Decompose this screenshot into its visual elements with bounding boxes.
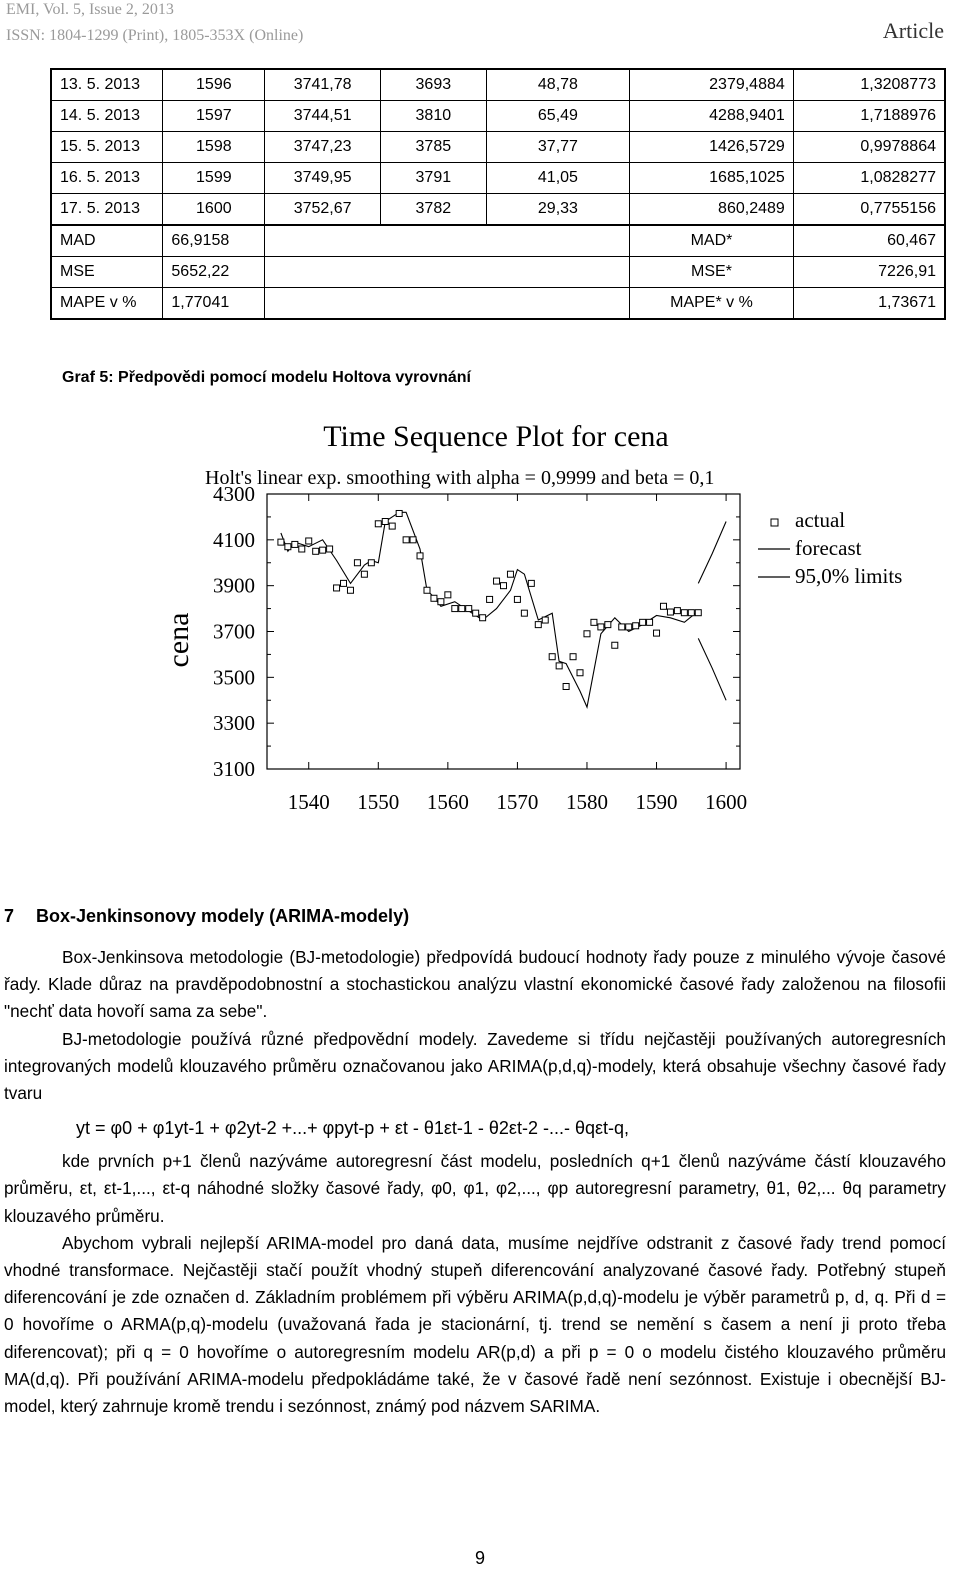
actual-point [612, 642, 618, 648]
actual-point [480, 615, 486, 621]
actual-point [354, 560, 360, 566]
actual-point [285, 544, 291, 550]
summary-cell: 66,9158 [163, 225, 265, 257]
legend-entry: actual [795, 508, 846, 532]
actual-point [292, 541, 298, 547]
actual-point [299, 546, 305, 552]
legend-entry: 95,0% limits [795, 564, 903, 588]
table-cell: 3785 [380, 132, 486, 163]
x-tick-label: 1600 [705, 790, 748, 814]
actual-point [361, 571, 367, 577]
actual-point [514, 596, 520, 602]
actual-point [487, 596, 493, 602]
actual-point [403, 537, 409, 543]
arima-formula: yt = φ0 + φ1yt-1 + φ2yt-2 +...+ φpyt-p + εt - θ1εt-1 - θ2εt-2 -...- θqεt-q, [76, 1118, 629, 1139]
actual-point [320, 547, 326, 553]
table-cell: 13. 5. 2013 [51, 69, 163, 101]
table-cell: 0,9978864 [793, 132, 945, 163]
summary-cell [265, 225, 630, 257]
table-cell: 3747,23 [265, 132, 381, 163]
x-tick-label: 1590 [635, 790, 678, 814]
actual-point [542, 617, 548, 623]
actual-point [445, 592, 451, 598]
table-row [51, 163, 945, 194]
actual-point [334, 585, 340, 591]
summary-row [51, 288, 945, 320]
section-number: 7 [4, 906, 15, 926]
actual-point [389, 523, 395, 529]
table-row [51, 101, 945, 132]
summary-cell [265, 257, 630, 288]
actual-point [528, 580, 534, 586]
actual-point [313, 548, 319, 554]
summary-row [51, 225, 945, 257]
actual-point [327, 546, 333, 552]
actual-point [535, 622, 541, 628]
legend-entry: forecast [795, 536, 862, 560]
table-cell: 14. 5. 2013 [51, 101, 163, 132]
figure-caption: Graf 5: Předpovědi pomocí modelu Holtova vyrovnání [62, 369, 471, 386]
article-label: Article [882, 18, 944, 43]
actual-point [521, 610, 527, 616]
actual-point [438, 599, 444, 605]
table-cell: 1426,5729 [630, 132, 794, 163]
table-cell: 1,3208773 [793, 69, 945, 101]
summary-cell: 60,467 [793, 225, 945, 257]
table-cell: 1598 [163, 132, 265, 163]
paragraph-3: kde prvních p+1 členů nazýváme autoregresní část modelu, posledních q+1 členů nazýváme částí klouzavého průměru, εt, εt-1,..., εt-q náhodné složky časové řady, φ0, φ1, φ2,..., φp autoregresní parametry, θ1, θ2,... θq parametry klouzavého průměru. [4, 1151, 946, 1226]
actual-point [549, 654, 555, 660]
actual-point [654, 630, 660, 636]
actual-point [494, 578, 500, 584]
summary-cell: 7226,91 [793, 257, 945, 288]
actual-point [591, 619, 597, 625]
actual-point [417, 553, 423, 559]
x-tick-label: 1560 [426, 790, 469, 814]
y-tick-label: 3300 [213, 711, 255, 736]
actual-point [570, 654, 576, 660]
actual-point [424, 587, 430, 593]
actual-point [660, 603, 666, 609]
journal-issn: ISSN: 1804-1299 (Print), 1805-353X (Online) [6, 27, 304, 44]
table-cell: 3749,95 [265, 163, 381, 194]
actual-point [619, 624, 625, 630]
actual-point [688, 610, 694, 616]
forecast-line [281, 512, 698, 707]
y-tick-label: 4300 [213, 482, 255, 506]
chart-subtitle: Holt's linear exp. smoothing with alpha = 0,9999 and beta = 0,1 [205, 467, 715, 489]
lower-limit-line [698, 638, 726, 700]
actual-point [605, 622, 611, 628]
table-cell: 1599 [163, 163, 265, 194]
x-tick-label: 1580 [565, 790, 608, 814]
journal-name: EMI, Vol. 5, Issue 2, 2013 [6, 1, 174, 18]
actual-point [507, 571, 513, 577]
summary-cell: MAD* [630, 225, 794, 257]
paragraph-4: Abychom vybrali nejlepší ARIMA-model pro daná data, musíme nejdříve odstranit z časové řady trend pomocí vhodné transformace. Nejčastěji stačí použít vhodný stupeň diferencování analyzované časové řady. Potřebný stupeň diferencování je zde označen d. Základním problémem při výběru ARIMA(p,d,q)-modelu je výběr parametrů p, d, q. Při d = 0 hovoříme o ARMA(p,q)-modelu (uvažovaná řada je stacionární, tj. trend se nemění s časem a není ji proto třeba diferencovat); při q = 0 hovoříme o autoregresním modelu AR(p,d) a při p = 0 o modelu čistého klouzavého průměru MA(d,q). Při používání ARIMA-modelu předpokládáme také, že v časové řadě není sezónnost. Existuje i obecnější BJ-model, který zahrnuje kromě trendu i sezónnost, známý pod názvem SARIMA. [4, 1232, 946, 1417]
y-axis-label: cena [162, 612, 195, 668]
results-table [50, 68, 946, 320]
summary-cell: 1,73671 [793, 288, 945, 320]
upper-limit-line [698, 522, 726, 584]
y-tick-label: 3700 [213, 619, 255, 644]
actual-point [501, 583, 507, 589]
actual-point [563, 684, 569, 690]
plot-frame [267, 494, 740, 769]
actual-point [341, 580, 347, 586]
time-sequence-chart [150, 412, 930, 832]
table-cell: 3782 [380, 194, 486, 226]
section-title: Box-Jenkinsonovy modely (ARIMA-modely) [36, 906, 410, 926]
paragraph-2: BJ-metodologie používá různé předpovědní modely. Zavedeme si třídu nejčastěji používaných autoregresních integrovaných modelů klouzavého průměru označovanou jako ARIMA(p,d,q)-modely, která obsahuje všechny časové řady tvaru [4, 1028, 946, 1104]
table-cell: 41,05 [486, 163, 629, 194]
summary-cell: MSE [51, 257, 163, 288]
actual-point [640, 619, 646, 625]
table-cell: 1685,1025 [630, 163, 794, 194]
page-number: 9 [474, 1548, 485, 1568]
table-row [51, 132, 945, 163]
table-row [51, 69, 945, 101]
table-cell: 0,7755156 [793, 194, 945, 226]
table-cell: 17. 5. 2013 [51, 194, 163, 226]
table-cell: 3752,67 [265, 194, 381, 226]
table-cell: 4288,9401 [630, 101, 794, 132]
x-tick-label: 1570 [496, 790, 539, 814]
summary-cell: 1,77041 [163, 288, 265, 320]
chart-title: Time Sequence Plot for cena [323, 420, 669, 453]
section-heading [4, 906, 431, 927]
table-cell: 1,0828277 [793, 163, 945, 194]
actual-point [681, 610, 687, 616]
actual-point [431, 595, 437, 601]
table-cell: 29,33 [486, 194, 629, 226]
actual-point [410, 537, 416, 543]
table-cell: 860,2489 [630, 194, 794, 226]
paragraph-1: Box-Jenkinsova metodologie (BJ-metodologie) předpovídá budoucí hodnoty řady pouze z minulého vývoje časové řady. Klade důraz na pravděpodobnostní a stochastickou analýzu vlastní ekonomické časové řady založenou na filosofii "nechť data hovoří sama za sebe". [4, 947, 946, 1022]
summary-cell: MAPE v % [51, 288, 163, 320]
actual-point [278, 539, 284, 545]
actual-point [556, 663, 562, 669]
summary-row [51, 257, 945, 288]
y-tick-label: 3900 [213, 573, 255, 598]
actual-point [695, 610, 701, 616]
table-cell: 1597 [163, 101, 265, 132]
body-text [4, 944, 946, 1420]
table-cell: 3791 [380, 163, 486, 194]
table-cell: 48,78 [486, 69, 629, 101]
actual-point [633, 623, 639, 629]
summary-cell [265, 288, 630, 320]
y-tick-label: 3500 [213, 665, 255, 690]
actual-point [577, 670, 583, 676]
actual-point [584, 631, 590, 637]
actual-point [347, 587, 353, 593]
y-tick-label: 4100 [213, 527, 255, 552]
page-header [0, 0, 960, 48]
table-cell: 3810 [380, 101, 486, 132]
summary-cell: MSE* [630, 257, 794, 288]
table-cell: 16. 5. 2013 [51, 163, 163, 194]
actual-point [382, 519, 388, 525]
actual-point [375, 521, 381, 527]
table-cell: 3693 [380, 69, 486, 101]
table-row [51, 194, 945, 226]
table-cell: 15. 5. 2013 [51, 132, 163, 163]
actual-point [368, 560, 374, 566]
table-cell: 37,77 [486, 132, 629, 163]
table-cell: 1596 [163, 69, 265, 101]
actual-point [626, 624, 632, 630]
actual-point [452, 606, 458, 612]
actual-point [466, 606, 472, 612]
summary-cell: 5652,22 [163, 257, 265, 288]
actual-point [647, 619, 653, 625]
actual-point [674, 608, 680, 614]
actual-point [473, 610, 479, 616]
table-cell: 3741,78 [265, 69, 381, 101]
table-cell: 65,49 [486, 101, 629, 132]
table-cell: 2379,4884 [630, 69, 794, 101]
y-tick-label: 3100 [213, 757, 255, 781]
actual-point [396, 510, 402, 516]
actual-point [598, 624, 604, 630]
actual-point [459, 606, 465, 612]
actual-point [667, 609, 673, 615]
summary-cell: MAPE* v % [630, 288, 794, 320]
table-cell: 1600 [163, 194, 265, 226]
table-cell: 1,7188976 [793, 101, 945, 132]
summary-cell: MAD [51, 225, 163, 257]
x-tick-label: 1540 [287, 790, 330, 814]
legend-actual-marker [771, 519, 778, 526]
actual-point [306, 538, 312, 544]
table-cell: 3744,51 [265, 101, 381, 132]
x-tick-label: 1550 [357, 790, 400, 814]
